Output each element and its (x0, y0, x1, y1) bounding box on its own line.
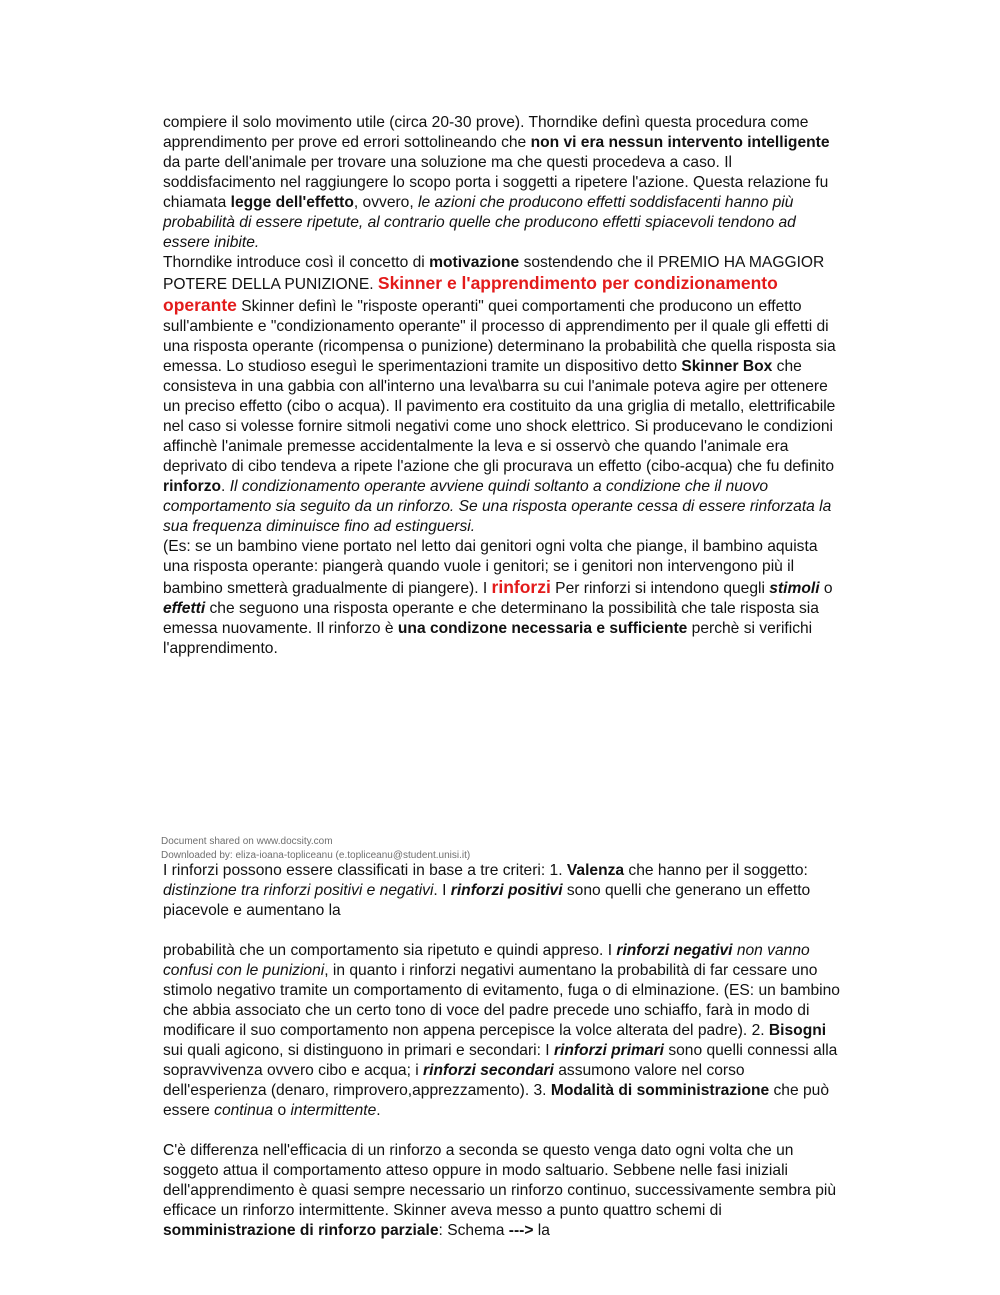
italic-text: le azioni che producono effetti soddisfacenti hanno più probabilità di essere ripetute, al contrario quelle che producono effetti spiacevoli tendono ad essere inibite. (163, 194, 796, 251)
bold-text: Bisogni (768, 1022, 827, 1039)
page-text-upper (163, 113, 843, 659)
bold-italic-text: stimoli (769, 580, 820, 597)
bold-italic-text: rinforzi positivi (450, 882, 563, 899)
text-run: , ovvero, (353, 194, 419, 211)
text-run: che può essere (163, 1082, 829, 1119)
bold-text: Modalità di somministrazione (550, 1082, 770, 1099)
footer-shared-line: Document shared on www.docsity.com (161, 836, 333, 847)
bold-text: non vi era nessun intervento intelligente (530, 134, 830, 151)
bold-italic-text: rinforzi primari (553, 1042, 664, 1059)
text-run: da parte dell'animale per trovare una soluzione ma che questi procedeva a caso. Il soddisfacimento nel raggiungere lo scopo porta i soggetti a ripetere l'azione. Questa relazione fu chiamata (163, 154, 829, 211)
text-run: la (533, 1222, 550, 1239)
text-run: assumono valore nel corso dell'esperienza (denaro, rimprovero,apprezzamento). 3. (163, 1062, 745, 1099)
text-run: probabilità che un comportamento sia ripetuto e quindi appreso. I (163, 942, 617, 959)
paragraph-somministrazione (163, 1141, 843, 1241)
bold-text: motivazione (429, 254, 520, 271)
text-run: . (221, 478, 230, 495)
text-run: . I (433, 882, 451, 899)
bold-text: rinforzo (163, 478, 222, 495)
section-heading-rinforzi: rinforzi (491, 577, 551, 597)
text-run: o (273, 1102, 291, 1119)
paragraph-criteri (163, 861, 843, 921)
paragraph-gap (163, 921, 843, 941)
paragraph-negativi (163, 941, 843, 1121)
text-run: perchè si verifichi l'apprendimento. (163, 620, 813, 657)
text-run: o (819, 580, 833, 597)
page-text-lower (163, 861, 843, 1241)
paragraph-skinner-box (163, 317, 843, 537)
text-run: che consisteva in una gabbia con all'interno una leva\barra su cui l'animale poteva agire per ottenere un preciso effetto (cibo o acqua). Il pavimento era costituito da una griglia di metallo, elettrificabile nel caso si volesse fornire sitmoli negativi come uno shock elettrico. Si producevano le condizioni affinchè l'animale premesse accidentalmente la leva e si osservò che quando l'animale era deprivato di cibo tendeva a ripete l'azione che gli procurava un effetto (cibo-acqua) che fu definito (163, 358, 836, 475)
bold-text: Valenza (566, 862, 625, 879)
footer-downloaded-line: Downloaded by: eliza-ioana-topliceanu (e.topliceanu@student.unisi.it) (161, 850, 471, 861)
text-run: Per rinforzi si intendono quegli (550, 580, 770, 597)
italic-text: Il condizionamento operante avviene quindi soltanto a condizione che il nuovo comportamento sia seguito da un rinforzo. Se una risposta operante cessa di essere rinforzata la sua frequenza diminuisce fino ad estinguersi. (163, 478, 832, 535)
text-run: C'è differenza nell'efficacia di un rinforzo a seconda se questo venga dato ogni volta che un soggeto attua il comportamento atteso oppure in modo saltuario. Sebbene nelle fasi iniziali dell'apprendimento è quasi sempre necessario un rinforzo continuo, successivamente sembra più efficace un rinforzo intermittente. Skinner aveva messo a punto quattro schemi di (163, 1142, 837, 1219)
italic-text: distinzione tra rinforzi positivi e negativi (163, 882, 434, 899)
bold-italic-text: effetti (163, 600, 206, 617)
text-run: sono quelli che generano un effetto piacevole e aumentano la (163, 882, 811, 919)
text-run: che seguono una risposta operante e che determinano la possibilità che tale risposta sia emessa nuovamente. Il rinforzo è (163, 600, 819, 637)
text-run: sui quali agicono, si distinguono in primari e secondari: I (163, 1042, 554, 1059)
bold-italic-text: rinforzi secondari (423, 1062, 554, 1079)
italic-text: continua (214, 1102, 274, 1119)
section-heading-skinner: Skinner e l'apprendimento per condizionamento operante (163, 273, 778, 315)
bold-text: somministrazione di rinforzo parziale (163, 1222, 439, 1239)
text-run: I rinforzi possono essere classificati in base a tre criteri: 1. (163, 862, 567, 879)
text-run: che hanno per il soggetto: (624, 862, 808, 879)
text-run: . (376, 1102, 381, 1119)
paragraph-motivazione (163, 253, 843, 317)
text-run: : Schema (438, 1222, 509, 1239)
text-run: , in quanto i rinforzi negativi aumentano la probabilità di far cessare uno stimolo negativo tramite un comportamento di evitamento, fuga o di elminazione. (ES: un bambino che abbia associato che un certo tono di voce del padre precede uno schiaffo, farà in modo di modificare il suo comportamento non appena percepisce la volce alterata del padre). 2. (163, 962, 840, 1039)
paragraph-rinforzi (163, 537, 843, 659)
text-run: sull'ambiente e "condizionamento operante" il processo di apprendimento per il quale gli effetti di una risposta operante (ricompensa o punizione) determinano la probabilità che quella risposta sia emessa. Lo studioso eseguì le sperimentazioni tramite un dispositivo detto (163, 318, 836, 375)
bold-italic-text: rinforzi negativi (616, 942, 733, 959)
bold-text: Skinner Box (681, 358, 773, 375)
italic-text: non vanno confusi con le punizioni (163, 942, 810, 979)
bold-text: una condizone necessaria e sufficiente (397, 620, 688, 637)
text-run: compiere il solo movimento utile (circa 20-30 prove). Thorndike definì questa procedura come apprendimento per prove ed errori sottolineando che (163, 114, 809, 151)
text-run: Thorndike introduce così il concetto di (163, 254, 430, 271)
text-run: sono quelli connessi alla sopravvivenza ovvero cibo e acqua; i (163, 1042, 838, 1079)
bold-text: ---> (508, 1222, 534, 1239)
text-run: sostendendo che il PREMIO HA MAGGIOR POTERE DELLA PUNIZIONE. (163, 254, 825, 293)
paragraph-gap (163, 1121, 843, 1141)
text-run: Skinner definì le "risposte operanti" quei comportamenti che producono un effetto (236, 298, 802, 315)
italic-text: intermittente (290, 1102, 377, 1119)
bold-text: legge dell'effetto (230, 194, 354, 211)
page-footer (161, 835, 470, 863)
text-run: (Es: se un bambino viene portato nel letto dai genitori ogni volta che piange, il bambino aquista una risposta operante: piangerà quando vuole i genitori; se i genitori non intervengono più il bambino smetterà gradualmente di piangere). I (163, 538, 818, 597)
paragraph-thorndike (163, 113, 843, 253)
